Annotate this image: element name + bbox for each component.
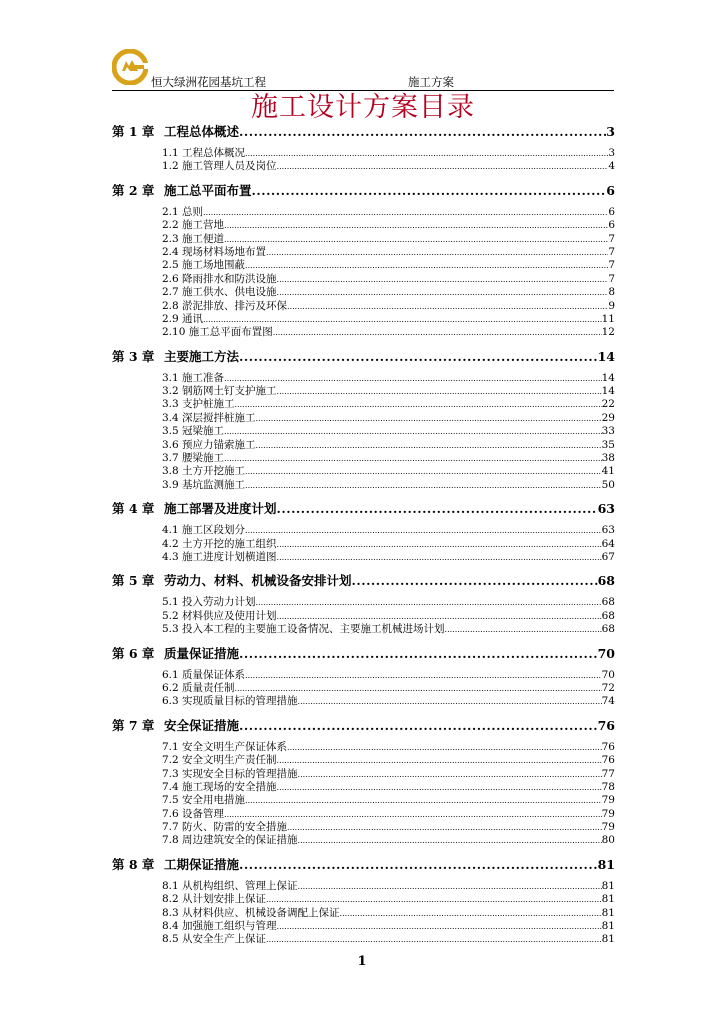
toc-leader-dots (277, 385, 602, 398)
toc-section-title: 8.5 从安全生产上保证 (162, 933, 267, 946)
toc-leader-dots (235, 398, 602, 411)
toc-chapter-title: 工程总体概述 (164, 124, 240, 139)
toc-section-title: 6.1 质量保证体系 (162, 668, 246, 681)
toc-section-page: 81 (601, 879, 615, 892)
toc-section-page: 63 (601, 524, 615, 537)
toc-section-page: 68 (601, 609, 615, 622)
toc-section-entry[interactable] (162, 385, 615, 398)
toc-section-page: 12 (601, 326, 615, 339)
toc-chapter-title: 安全保证措施 (164, 717, 240, 733)
toc-leader-dots (235, 682, 602, 695)
toc-leader-dots (352, 573, 598, 589)
toc-chapter-page: 6 (606, 182, 615, 198)
toc-section-page: 6 (608, 219, 615, 232)
toc-chapter-page: 3 (606, 124, 615, 139)
toc-section-entry[interactable] (162, 893, 615, 906)
toc-leader-dots (277, 286, 609, 299)
toc-section-entry[interactable] (162, 452, 615, 465)
toc-section-title: 8.2 从计划安排上保证 (162, 893, 267, 906)
toc-section-page: 81 (601, 933, 615, 946)
toc-section-entry[interactable] (162, 273, 615, 286)
toc-leader-dots (224, 219, 608, 232)
toc-leader-dots (277, 501, 598, 517)
toc-section-title: 7.2 安全文明生产责任制 (162, 754, 277, 767)
toc-section-page: 79 (601, 794, 615, 807)
toc-section-entry[interactable] (162, 259, 615, 272)
toc-chapter-page: 70 (597, 645, 615, 661)
toc-section-page: 38 (601, 452, 615, 465)
toc-section-entry[interactable] (162, 623, 615, 636)
toc-leader-dots (224, 452, 602, 465)
header-doc-type: 施工方案 (408, 75, 454, 89)
toc-leader-dots (239, 718, 598, 734)
toc-section-entry[interactable] (162, 313, 615, 326)
toc-section-title: 7.6 设备管理 (162, 807, 225, 820)
toc-section-list (162, 880, 615, 947)
toc-chapter-entry[interactable] (112, 349, 615, 365)
page-number: 1 (357, 954, 367, 969)
toc-section-title: 3.5 冠梁施工 (162, 425, 225, 438)
toc-section-entry[interactable] (162, 206, 615, 219)
toc-chapter-entry[interactable] (112, 183, 615, 199)
toc-leader-dots (239, 349, 598, 365)
toc-leader-dots (245, 147, 608, 160)
toc-leader-dots (245, 524, 602, 537)
toc-section-entry[interactable] (162, 465, 615, 478)
toc-section-entry[interactable] (162, 398, 615, 411)
toc-section-title: 3.3 支护桩施工 (162, 398, 235, 411)
toc-section-entry[interactable] (162, 524, 615, 537)
toc-section-entry[interactable] (162, 834, 615, 847)
toc-section-page: 79 (601, 821, 615, 834)
toc-section-list (162, 669, 615, 709)
toc-section-page: 7 (608, 272, 615, 285)
toc-chapter-title: 质量保证措施 (164, 645, 240, 661)
toc-section-title: 3.9 基坑监测施工 (162, 478, 246, 491)
toc-leader-dots (277, 551, 602, 564)
toc-leader-dots (245, 259, 608, 272)
toc-leader-dots (203, 206, 608, 219)
toc-section-page: 67 (601, 550, 615, 563)
toc-leader-dots (245, 669, 602, 682)
toc-section-title: 4.3 施工进度计划横道图 (162, 550, 277, 563)
toc-leader-dots (277, 754, 602, 767)
toc-chapter-number: 第 7 章 (112, 717, 155, 733)
toc-section-entry[interactable] (162, 246, 615, 259)
toc-chapter-page: 76 (597, 717, 615, 733)
toc-section-page: 50 (601, 478, 615, 491)
toc-section-entry[interactable] (162, 754, 615, 767)
toc-leader-dots (239, 124, 606, 140)
toc-leader-dots (256, 412, 602, 425)
toc-chapter-page: 68 (597, 573, 615, 589)
toc-section-entry[interactable] (162, 551, 615, 564)
toc-section-entry[interactable] (162, 907, 615, 920)
toc-section-page: 80 (601, 834, 615, 847)
toc-section-title: 3.4 深层搅拌桩施工 (162, 411, 256, 424)
toc-section-page: 29 (601, 411, 615, 424)
toc-chapter-title: 工期保证措施 (164, 856, 240, 872)
toc-leader-dots (224, 425, 602, 438)
toc-section-entry[interactable] (162, 821, 615, 834)
toc-section-entry[interactable] (162, 669, 615, 682)
toc-section-page: 78 (601, 780, 615, 793)
toc-section-title: 4.1 施工区段划分 (162, 524, 246, 537)
toc-section-entry[interactable] (162, 682, 615, 695)
toc-section-page: 22 (601, 398, 615, 411)
toc-section-title: 5.3 投入本工程的主要施工设备情况、主要施工机械进场计划 (162, 623, 445, 636)
toc-chapter-number: 第 5 章 (112, 573, 155, 589)
toc-section-page: 35 (601, 438, 615, 451)
toc-leader-dots (224, 233, 608, 246)
toc-chapter-number: 第 8 章 (112, 856, 155, 872)
toc-leader-dots (298, 768, 602, 781)
toc-leader-dots (277, 160, 609, 173)
toc-section-page: 7 (608, 232, 615, 245)
toc-section-page: 76 (601, 754, 615, 767)
toc-section-page: 3 (608, 147, 615, 159)
page-title: 施工设计方案目录 (251, 92, 475, 123)
toc-section-entry[interactable] (162, 741, 615, 754)
toc-leader-dots (256, 439, 602, 452)
toc-section-page: 11 (601, 312, 615, 325)
toc-section-entry[interactable] (162, 920, 615, 933)
toc-section-title: 7.1 安全文明生产保证体系 (162, 740, 288, 753)
toc-leader-dots (298, 880, 602, 893)
toc-section-title: 7.5 安全用电措施 (162, 794, 246, 807)
toc-section-page: 76 (601, 740, 615, 753)
toc-section-title: 6.2 质量责任制 (162, 681, 235, 694)
toc-section-entry[interactable] (162, 781, 615, 794)
toc-leader-dots (287, 741, 602, 754)
toc-section-page: 81 (601, 906, 615, 919)
toc-section-list (162, 741, 615, 848)
toc-leader-dots (239, 646, 598, 662)
toc-section-title: 2.7 施工供水、供电设施 (162, 286, 277, 299)
toc-section-title: 6.3 实现质量目标的管理措施 (162, 695, 298, 708)
toc-section-title: 2.4 现场材料场地布置 (162, 245, 267, 258)
toc-chapter-title: 施工部署及进度计划 (164, 501, 277, 517)
toc-section-title: 2.9 通讯 (162, 312, 204, 325)
toc-leader-dots (245, 479, 602, 492)
toc-leader-dots (277, 610, 602, 623)
toc-leader-dots (273, 326, 602, 339)
toc-section-entry[interactable] (162, 160, 615, 173)
toc-leader-dots (203, 313, 602, 326)
toc-section-title: 8.4 加强施工组织与管理 (162, 920, 277, 933)
toc-leader-dots (277, 920, 602, 933)
toc-section-title: 2.6 降雨排水和防洪设施 (162, 272, 277, 285)
toc-section-page: 72 (601, 681, 615, 694)
toc-section-entry[interactable] (162, 808, 615, 821)
toc-section-title: 3.7 腰梁施工 (162, 452, 225, 465)
toc-section-page: 74 (601, 695, 615, 708)
toc-section-page: 68 (601, 623, 615, 636)
toc-section-entry[interactable] (162, 233, 615, 246)
toc-leader-dots (287, 821, 602, 834)
toc-section-entry[interactable] (162, 425, 615, 438)
toc-section-entry[interactable] (162, 538, 615, 551)
toc-section-title: 2.10 施工总平面布置图 (162, 326, 273, 339)
toc-section-title: 5.1 投入劳动力计划 (162, 596, 256, 609)
toc-section-page: 64 (601, 537, 615, 550)
toc-chapter-number: 第 6 章 (112, 645, 155, 661)
toc-section-title: 3.6 预应力锚索施工 (162, 438, 256, 451)
toc-chapter-number: 第 3 章 (112, 348, 155, 364)
toc-section-entry[interactable] (162, 147, 615, 160)
toc-chapter-entry[interactable] (112, 718, 615, 734)
toc-section-entry[interactable] (162, 695, 615, 708)
toc-section-page: 33 (601, 425, 615, 438)
toc-section-list (162, 372, 615, 493)
toc-section-list (162, 524, 615, 564)
toc-section-page: 14 (601, 371, 615, 384)
toc-chapter-title: 施工总平面布置 (164, 182, 252, 198)
toc-section-entry[interactable] (162, 479, 615, 492)
toc-leader-dots (266, 933, 602, 946)
toc-leader-dots (277, 538, 602, 551)
toc-chapter-page: 81 (597, 856, 615, 872)
toc-section-entry[interactable] (162, 219, 615, 232)
toc-section-page: 70 (601, 668, 615, 681)
toc-leader-dots (340, 907, 602, 920)
toc-leader-dots (298, 834, 602, 847)
toc-leader-dots (277, 273, 609, 286)
table-of-contents (112, 124, 615, 947)
toc-section-page: 14 (601, 385, 615, 398)
toc-section-entry[interactable] (162, 286, 615, 299)
toc-section-title: 2.2 施工营地 (162, 219, 225, 232)
toc-section-title: 7.4 施工现场的安全措施 (162, 780, 277, 793)
toc-leader-dots (224, 808, 602, 821)
toc-section-entry[interactable] (162, 439, 615, 452)
toc-section-title: 2.5 施工场地围蔽 (162, 259, 246, 272)
toc-section-page: 4 (608, 160, 615, 173)
toc-chapter-number: 第 4 章 (112, 501, 155, 517)
toc-chapter-entry[interactable] (112, 857, 615, 873)
toc-section-list (162, 596, 615, 636)
toc-leader-dots (245, 794, 602, 807)
toc-chapter-page: 63 (597, 501, 615, 517)
toc-section-page: 41 (601, 465, 615, 478)
toc-leader-dots (298, 695, 602, 708)
toc-section-title: 8.3 从材料供应、机械设备调配上保证 (162, 906, 340, 919)
toc-section-page: 9 (608, 299, 615, 312)
toc-section-page: 81 (601, 893, 615, 906)
toc-section-title: 7.7 防火、防雷的安全措施 (162, 821, 288, 834)
toc-leader-dots (287, 300, 608, 313)
toc-section-entry[interactable] (162, 794, 615, 807)
toc-leader-dots (252, 183, 607, 199)
toc-leader-dots (224, 372, 602, 385)
header-project-name: 恒大绿洲花园基坑工程 (151, 75, 266, 89)
toc-leader-dots (277, 781, 602, 794)
toc-chapter-entry[interactable] (112, 573, 615, 589)
toc-section-page: 68 (601, 596, 615, 609)
toc-section-title: 2.1 总则 (162, 205, 204, 218)
toc-section-title: 7.8 周边建筑安全的保证措施 (162, 834, 298, 847)
toc-section-list (162, 206, 615, 340)
header-divider (112, 90, 614, 91)
toc-chapter-number: 第 1 章 (112, 124, 155, 139)
toc-section-title: 7.3 实现安全目标的管理措施 (162, 767, 298, 780)
toc-section-title: 4.2 土方开挖的施工组织 (162, 537, 277, 550)
toc-section-title: 3.1 施工准备 (162, 371, 225, 384)
toc-chapter-page: 14 (597, 348, 615, 364)
toc-section-entry[interactable] (162, 596, 615, 609)
toc-section-page: 77 (601, 767, 615, 780)
toc-section-page: 8 (608, 286, 615, 299)
toc-section-entry[interactable] (162, 326, 615, 339)
toc-leader-dots (239, 857, 598, 873)
toc-leader-dots (266, 246, 608, 259)
toc-section-title: 2.8 淤泥排放、排污及环保 (162, 299, 288, 312)
toc-chapter-title: 劳动力、材料、机械设备安排计划 (164, 573, 352, 589)
toc-chapter-entry[interactable] (112, 501, 615, 517)
toc-section-page: 7 (608, 259, 615, 272)
toc-section-page: 6 (608, 205, 615, 218)
toc-section-entry[interactable] (162, 880, 615, 893)
toc-chapter-number: 第 2 章 (112, 182, 155, 198)
toc-section-entry[interactable] (162, 933, 615, 946)
toc-section-page: 79 (601, 807, 615, 820)
toc-section-entry[interactable] (162, 372, 615, 385)
toc-section-title: 3.2 钢筋网土钉支护施工 (162, 385, 277, 398)
toc-section-title: 5.2 材料供应及使用计划 (162, 609, 277, 622)
toc-section-entry[interactable] (162, 768, 615, 781)
toc-section-page: 81 (601, 920, 615, 933)
toc-leader-dots (256, 596, 602, 609)
toc-section-list (162, 147, 615, 174)
toc-section-title: 8.1 从机构组织、管理上保证 (162, 879, 298, 892)
toc-leader-dots (245, 465, 602, 478)
toc-section-entry[interactable] (162, 300, 615, 313)
toc-chapter-entry[interactable] (112, 124, 615, 140)
toc-chapter-entry[interactable] (112, 646, 615, 662)
toc-section-title: 2.3 施工便道 (162, 232, 225, 245)
toc-section-title: 3.8 土方开挖施工 (162, 465, 246, 478)
company-logo (112, 49, 148, 85)
toc-section-page: 7 (608, 245, 615, 258)
toc-chapter-title: 主要施工方法 (164, 348, 240, 364)
toc-leader-dots (266, 893, 602, 906)
toc-section-entry[interactable] (162, 610, 615, 623)
toc-section-title: 1.1 工程总体概况 (162, 147, 246, 159)
toc-leader-dots (445, 623, 602, 636)
toc-section-title: 1.2 施工管理人员及岗位 (162, 160, 277, 173)
toc-section-entry[interactable] (162, 412, 615, 425)
